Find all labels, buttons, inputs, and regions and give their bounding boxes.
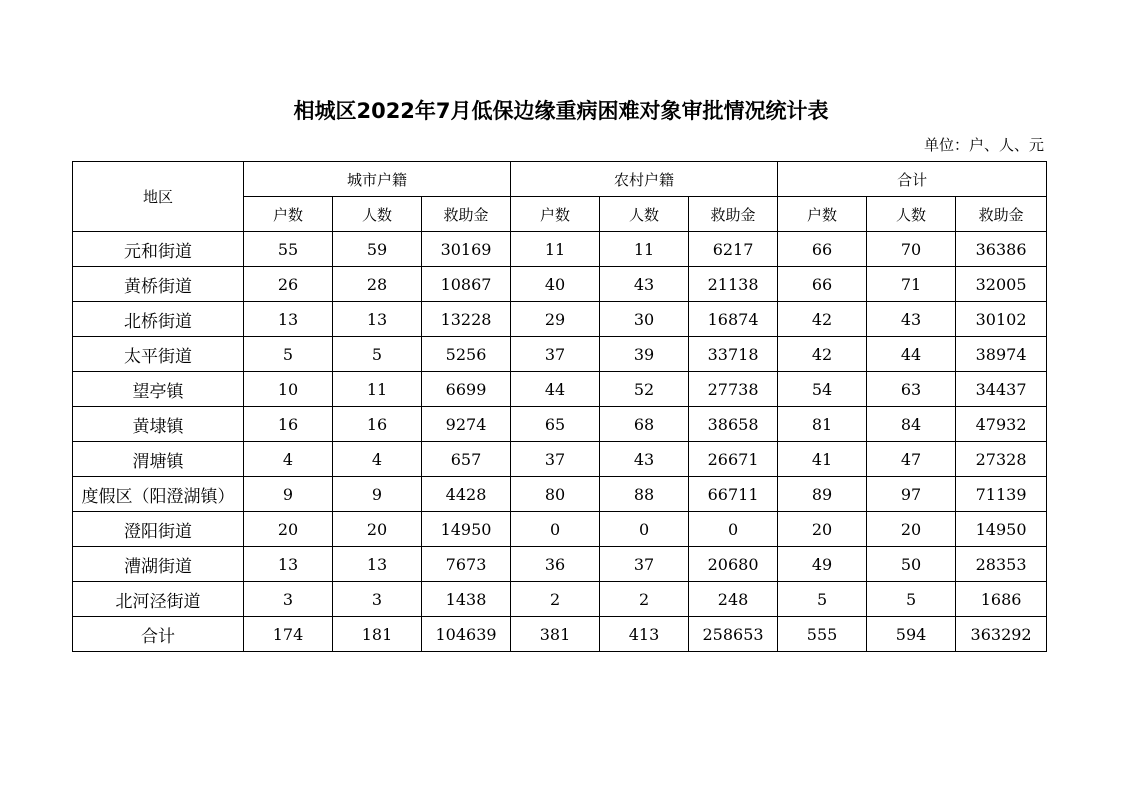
- region-header: 地区: [73, 162, 244, 232]
- value-cell: 5: [244, 337, 333, 372]
- value-cell: 28353: [956, 547, 1047, 582]
- value-cell: 363292: [956, 617, 1047, 652]
- value-cell: 30169: [422, 232, 511, 267]
- value-cell: 2: [511, 582, 600, 617]
- value-cell: 38974: [956, 337, 1047, 372]
- table-row: [73, 372, 1047, 407]
- value-cell: 14950: [956, 512, 1047, 547]
- value-cell: 42: [778, 302, 867, 337]
- region-cell: 北河泾街道: [73, 582, 244, 617]
- value-cell: 13: [244, 302, 333, 337]
- value-cell: 65: [511, 407, 600, 442]
- value-cell: 29: [511, 302, 600, 337]
- value-cell: 26: [244, 267, 333, 302]
- region-cell: 元和街道: [73, 232, 244, 267]
- value-cell: 71139: [956, 477, 1047, 512]
- value-cell: 44: [867, 337, 956, 372]
- value-cell: 381: [511, 617, 600, 652]
- value-cell: 21138: [689, 267, 778, 302]
- value-cell: 20: [333, 512, 422, 547]
- value-cell: 54: [778, 372, 867, 407]
- value-cell: 11: [511, 232, 600, 267]
- value-cell: 5256: [422, 337, 511, 372]
- region-cell: 澄阳街道: [73, 512, 244, 547]
- value-cell: 81: [778, 407, 867, 442]
- subheader-households: 户数: [511, 197, 600, 232]
- subheader-persons: 人数: [333, 197, 422, 232]
- value-cell: 42: [778, 337, 867, 372]
- table-row: [73, 547, 1047, 582]
- value-cell: 63: [867, 372, 956, 407]
- value-cell: 37: [511, 337, 600, 372]
- subheader-households: 户数: [244, 197, 333, 232]
- value-cell: 6699: [422, 372, 511, 407]
- value-cell: 13: [333, 547, 422, 582]
- value-cell: 16: [333, 407, 422, 442]
- value-cell: 71: [867, 267, 956, 302]
- total-row: [73, 617, 1047, 652]
- value-cell: 1438: [422, 582, 511, 617]
- header-row-groups: [73, 162, 1047, 197]
- value-cell: 66: [778, 232, 867, 267]
- value-cell: 52: [600, 372, 689, 407]
- value-cell: 248: [689, 582, 778, 617]
- value-cell: 16874: [689, 302, 778, 337]
- value-cell: 43: [600, 442, 689, 477]
- value-cell: 4: [244, 442, 333, 477]
- value-cell: 43: [600, 267, 689, 302]
- value-cell: 36: [511, 547, 600, 582]
- region-cell: 漕湖街道: [73, 547, 244, 582]
- value-cell: 20: [244, 512, 333, 547]
- value-cell: 37: [600, 547, 689, 582]
- value-cell: 6217: [689, 232, 778, 267]
- value-cell: 258653: [689, 617, 778, 652]
- value-cell: 40: [511, 267, 600, 302]
- value-cell: 80: [511, 477, 600, 512]
- value-cell: 47: [867, 442, 956, 477]
- value-cell: 2: [600, 582, 689, 617]
- value-cell: 27738: [689, 372, 778, 407]
- value-cell: 41: [778, 442, 867, 477]
- value-cell: 11: [600, 232, 689, 267]
- value-cell: 4: [333, 442, 422, 477]
- value-cell: 28: [333, 267, 422, 302]
- value-cell: 44: [511, 372, 600, 407]
- value-cell: 50: [867, 547, 956, 582]
- value-cell: 13: [333, 302, 422, 337]
- value-cell: 9: [244, 477, 333, 512]
- subheader-aid-amount: 救助金: [956, 197, 1047, 232]
- value-cell: 30: [600, 302, 689, 337]
- table-row: [73, 477, 1047, 512]
- value-cell: 97: [867, 477, 956, 512]
- table-row: [73, 582, 1047, 617]
- value-cell: 49: [778, 547, 867, 582]
- table-row: [73, 232, 1047, 267]
- subheader-aid-amount: 救助金: [422, 197, 511, 232]
- table-row: [73, 267, 1047, 302]
- region-cell: 太平街道: [73, 337, 244, 372]
- value-cell: 55: [244, 232, 333, 267]
- value-cell: 66: [778, 267, 867, 302]
- value-cell: 594: [867, 617, 956, 652]
- table-body: [73, 162, 1047, 652]
- value-cell: 27328: [956, 442, 1047, 477]
- statistics-table: [72, 161, 1047, 652]
- value-cell: 5: [778, 582, 867, 617]
- value-cell: 174: [244, 617, 333, 652]
- value-cell: 68: [600, 407, 689, 442]
- value-cell: 0: [689, 512, 778, 547]
- group-header-total: 合计: [778, 162, 1047, 197]
- region-cell: 渭塘镇: [73, 442, 244, 477]
- value-cell: 13: [244, 547, 333, 582]
- value-cell: 11: [333, 372, 422, 407]
- value-cell: 7673: [422, 547, 511, 582]
- subheader-persons: 人数: [600, 197, 689, 232]
- value-cell: 10: [244, 372, 333, 407]
- subheader-persons: 人数: [867, 197, 956, 232]
- value-cell: 36386: [956, 232, 1047, 267]
- value-cell: 14950: [422, 512, 511, 547]
- value-cell: 32005: [956, 267, 1047, 302]
- value-cell: 30102: [956, 302, 1047, 337]
- value-cell: 3: [244, 582, 333, 617]
- value-cell: 59: [333, 232, 422, 267]
- value-cell: 0: [511, 512, 600, 547]
- value-cell: 84: [867, 407, 956, 442]
- value-cell: 89: [778, 477, 867, 512]
- region-cell: 度假区（阳澄湖镇）: [73, 477, 244, 512]
- value-cell: 20680: [689, 547, 778, 582]
- value-cell: 0: [600, 512, 689, 547]
- value-cell: 9: [333, 477, 422, 512]
- document-title: 相城区2022年7月低保边缘重病困难对象审批情况统计表: [293, 99, 829, 123]
- value-cell: 26671: [689, 442, 778, 477]
- value-cell: 9274: [422, 407, 511, 442]
- table-row: [73, 407, 1047, 442]
- value-cell: 16: [244, 407, 333, 442]
- value-cell: 413: [600, 617, 689, 652]
- value-cell: 10867: [422, 267, 511, 302]
- value-cell: 104639: [422, 617, 511, 652]
- subheader-aid-amount: 救助金: [689, 197, 778, 232]
- value-cell: 13228: [422, 302, 511, 337]
- value-cell: 43: [867, 302, 956, 337]
- table-row: [73, 442, 1047, 477]
- value-cell: 39: [600, 337, 689, 372]
- value-cell: 37: [511, 442, 600, 477]
- value-cell: 33718: [689, 337, 778, 372]
- unit-note: 单位：户、人、元: [923, 136, 1044, 154]
- value-cell: 34437: [956, 372, 1047, 407]
- value-cell: 181: [333, 617, 422, 652]
- group-header-rural: 农村户籍: [511, 162, 778, 197]
- value-cell: 70: [867, 232, 956, 267]
- region-cell: 合计: [73, 617, 244, 652]
- value-cell: 66711: [689, 477, 778, 512]
- group-header-urban: 城市户籍: [244, 162, 511, 197]
- table-row: [73, 512, 1047, 547]
- table-row: [73, 337, 1047, 372]
- value-cell: 3: [333, 582, 422, 617]
- value-cell: 20: [867, 512, 956, 547]
- region-cell: 望亭镇: [73, 372, 244, 407]
- value-cell: 20: [778, 512, 867, 547]
- value-cell: 5: [867, 582, 956, 617]
- value-cell: 38658: [689, 407, 778, 442]
- value-cell: 47932: [956, 407, 1047, 442]
- value-cell: 657: [422, 442, 511, 477]
- value-cell: 5: [333, 337, 422, 372]
- subheader-households: 户数: [778, 197, 867, 232]
- region-cell: 黄桥街道: [73, 267, 244, 302]
- region-cell: 北桥街道: [73, 302, 244, 337]
- value-cell: 4428: [422, 477, 511, 512]
- region-cell: 黄埭镇: [73, 407, 244, 442]
- value-cell: 555: [778, 617, 867, 652]
- value-cell: 88: [600, 477, 689, 512]
- table-row: [73, 302, 1047, 337]
- value-cell: 1686: [956, 582, 1047, 617]
